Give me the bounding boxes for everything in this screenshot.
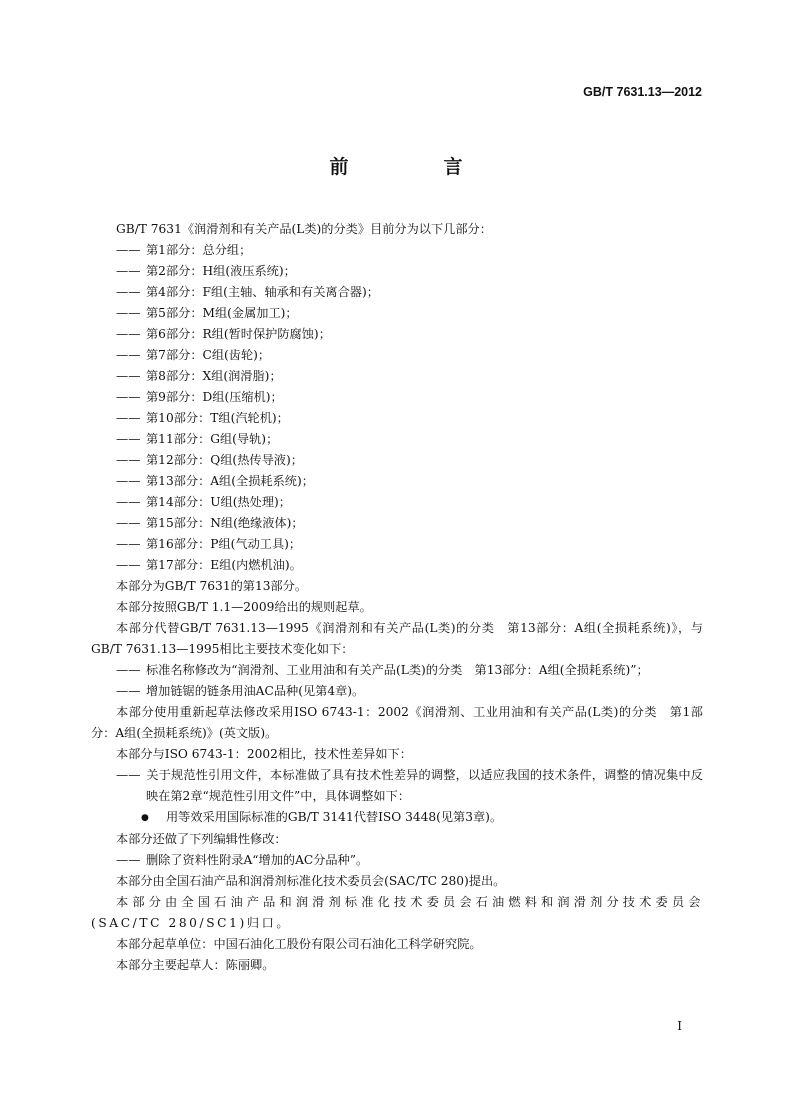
list-item: —— 第11部分：G组(导轨)； [116,429,703,450]
dash-marker: —— [116,390,141,404]
dash-marker: —— [116,558,141,572]
paragraph: 本部分代替GB/T 7631.13—1995《润滑剂和有关产品(L类)的分类 第13部分：A组(全损耗系统)》，与GB/T 7631.13—1995相比主要技术变化如下： [91,621,703,656]
page-title: 前 言 [329,156,501,178]
list-item: —— 第2部分：H组(液压系统)； [116,261,703,282]
dash-marker: —— [116,285,141,299]
dash-marker: —— [116,537,141,551]
dash-marker: —— [116,348,141,362]
parts-list [91,240,703,576]
paragraph: 本部分为GB/T 7631的第13部分。 [116,579,308,593]
dash-marker: —— [116,243,141,257]
paragraph: 本部分使用重新起草法修改采用ISO 6743-1：2002《润滑剂、工业用油和有关产品(L类)的分类 第1部分：A组(全损耗系统)》(英文版)。 [91,705,703,740]
dash-marker: —— [116,684,141,698]
bullet-icon: ● [141,813,149,823]
paragraph: 本部分由全国石油产品和润滑剂标准化技术委员会(SAC/TC 280)提出。 [116,874,506,888]
page-number: I [677,1019,682,1033]
list-item: —— 第12部分：Q组(热传导液)； [116,450,703,471]
paragraph: 本部分主要起草人：陈丽卿。 [116,958,275,972]
dash-marker: —— [116,411,141,425]
list-item: —— 第10部分：T组(汽轮机)； [116,408,703,429]
dash-marker: —— [116,853,141,867]
dash-marker: —— [116,453,141,467]
list-item: —— 第16部分：P组(气动工具)； [116,534,703,555]
intro-paragraph: GB/T 7631《润滑剂和有关产品(L类)的分类》目前分为以下几部分： [116,222,492,236]
preface-body [91,219,703,976]
dash-marker: —— [116,474,141,488]
paragraph: 本部分由全国石油产品和润滑剂标准化技术委员会石油燃料和润滑剂分技术委员会(SAC/TC 280/SC1)归口。 [91,895,703,930]
list-item: —— 第13部分：A组(全损耗系统)； [116,471,703,492]
paragraph: 本部分还做了下列编辑性修改： [116,832,287,846]
list-item: —— 第17部分：E组(内燃机油)。 [116,555,703,576]
list-item: —— 增加链锯的链条用油AC品种(见第4章)。 [116,681,703,702]
dash-marker: —— [116,327,141,341]
list-item: —— 第6部分：R组(暂时保护防腐蚀)； [116,324,703,345]
list-item: —— 第1部分：总分组； [116,240,703,261]
standard-code: GB/T 7631.13—2012 [583,85,702,99]
list-item: —— 第4部分：F组(主轴、轴承和有关离合器)； [116,282,703,303]
dash-marker: —— [116,432,141,446]
bullet-item: ● 用等效采用国际标准的GB/T 3141代替ISO 3448(见第3章)。 [141,807,703,829]
list-item: —— 第7部分：C组(齿轮)； [116,345,703,366]
list-item: —— 第14部分：U组(热处理)； [116,492,703,513]
dash-marker: —— [116,369,141,383]
list-item: —— 第15部分：N组(绝缘液体)； [116,513,703,534]
dash-marker: —— [116,264,141,278]
dash-marker: —— [116,306,141,320]
list-item: —— 第8部分：X组(润滑脂)； [116,366,703,387]
list-item: —— 第9部分：D组(压缩机)； [116,387,703,408]
dash-marker: —— [116,768,141,782]
dash-marker: —— [116,495,141,509]
list-item: —— 删除了资料性附录A“增加的AC分品种”。 [116,850,703,871]
paragraph: 本部分起草单位：中国石油化工股份有限公司石油化工科学研究院。 [116,937,482,951]
list-item: —— 第5部分：M组(金属加工)； [116,303,703,324]
list-item: —— 标准名称修改为“润滑剂、工业用油和有关产品(L类)的分类 第13部分：A组(全损耗系统)”； [116,660,703,681]
list-item: —— 关于规范性引用文件，本标准做了具有技术性差异的调整，以适应我国的技术条件，调整的情况集中反映在第2章“规范性引用文件”中，具体调整如下： [116,765,703,807]
paragraph: 本部分按照GB/T 1.1—2009给出的规则起草。 [116,600,372,614]
dash-marker: —— [116,516,141,530]
paragraph: 本部分与ISO 6743-1：2002相比，技术性差异如下： [116,747,412,761]
dash-marker: —— [116,663,141,677]
